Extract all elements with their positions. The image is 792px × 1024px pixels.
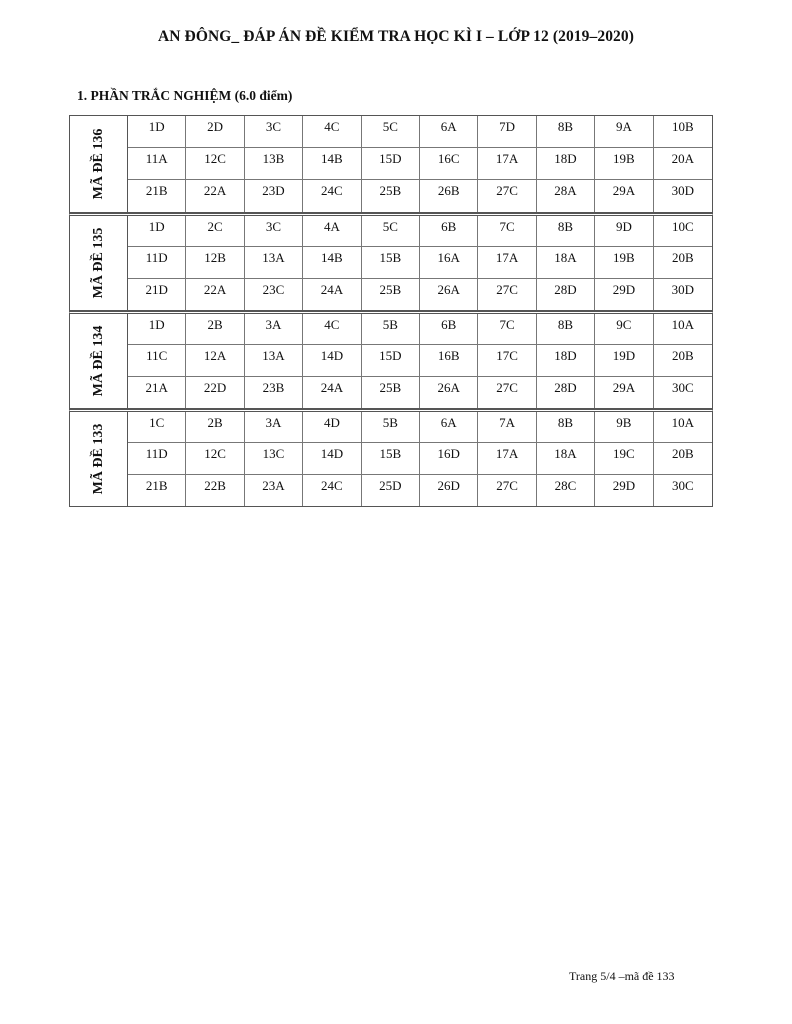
answer-cell: 22D xyxy=(186,377,244,408)
answer-cell: 1D xyxy=(128,116,186,148)
answer-cell: 16D xyxy=(420,443,478,474)
answer-cell: 9C xyxy=(595,314,653,345)
answer-cell: 28D xyxy=(537,377,595,408)
answer-cell: 2B xyxy=(186,412,244,443)
answer-cell: 23C xyxy=(245,279,303,310)
answer-cell: 11D xyxy=(128,443,186,474)
answer-cell: 26A xyxy=(420,279,478,310)
answer-cell: 16A xyxy=(420,247,478,278)
answer-cell: 24A xyxy=(303,377,361,408)
answer-cell: 3A xyxy=(245,412,303,443)
answer-cell: 2D xyxy=(186,116,244,148)
answer-cell: 14D xyxy=(303,345,361,376)
answer-cell: 14B xyxy=(303,148,361,180)
answer-cell: 11D xyxy=(128,247,186,278)
answer-cell: 3C xyxy=(245,116,303,148)
answer-cell: 18A xyxy=(537,247,595,278)
answer-grid xyxy=(128,412,712,506)
exam-code-cell xyxy=(70,412,128,506)
answer-cell: 17A xyxy=(478,148,536,180)
section-title: 1. PHẦN TRẮC NGHIỆM (6.0 điểm) xyxy=(77,88,293,103)
answer-table xyxy=(69,115,713,507)
answer-cell: 23D xyxy=(245,180,303,212)
answer-cell: 26B xyxy=(420,180,478,212)
answer-cell: 12C xyxy=(186,443,244,474)
answer-cell: 20B xyxy=(654,247,712,278)
answer-cell: 29D xyxy=(595,279,653,310)
answer-cell: 28A xyxy=(537,180,595,212)
exam-code-cell xyxy=(70,116,128,212)
exam-code-block xyxy=(69,409,713,507)
answer-cell: 18A xyxy=(537,443,595,474)
answer-cell: 17C xyxy=(478,345,536,376)
answer-cell: 8B xyxy=(537,216,595,247)
answer-cell: 17A xyxy=(478,247,536,278)
answer-cell: 28D xyxy=(537,279,595,310)
answer-grid xyxy=(128,216,712,310)
answer-cell: 10C xyxy=(654,216,712,247)
answer-cell: 12B xyxy=(186,247,244,278)
answer-cell: 27C xyxy=(478,279,536,310)
answer-cell: 21D xyxy=(128,279,186,310)
exam-code-cell xyxy=(70,314,128,408)
exam-code-label: MÃ ĐỀ 135 xyxy=(90,227,106,299)
answer-cell: 19C xyxy=(595,443,653,474)
answer-cell: 1D xyxy=(128,314,186,345)
exam-code-label: MÃ ĐỀ 136 xyxy=(90,128,106,200)
page-footer: Trang 5/4 –mã đề 133 xyxy=(569,969,675,983)
answer-cell: 10A xyxy=(654,412,712,443)
answer-cell: 12C xyxy=(186,148,244,180)
answer-cell: 30D xyxy=(671,183,694,198)
answer-cell: 13C xyxy=(245,443,303,474)
answer-cell: 19B xyxy=(595,148,653,180)
answer-cell: 3C xyxy=(245,216,303,247)
answer-cell: 6A xyxy=(420,116,478,148)
answer-cell: 24A xyxy=(303,279,361,310)
answer-cell: 30C xyxy=(671,477,694,493)
answer-cell: 7C xyxy=(478,314,536,345)
answer-cell: 25D xyxy=(362,475,420,506)
answer-cell: 27C xyxy=(478,475,536,506)
answer-cell: 5C xyxy=(362,116,420,148)
answer-cell: 27C xyxy=(478,377,536,408)
answer-cell: 5B xyxy=(362,412,420,443)
answer-cell: 28C xyxy=(537,475,595,506)
answer-cell: 4A xyxy=(303,216,361,247)
answer-cell: 5B xyxy=(362,314,420,345)
answer-cell: 10A xyxy=(654,314,712,345)
answer-cell: 14B xyxy=(303,247,361,278)
exam-code-block xyxy=(69,311,713,409)
answer-cell: 9B xyxy=(595,412,653,443)
answer-cell: 5C xyxy=(362,216,420,247)
answer-cell: 15B xyxy=(362,443,420,474)
answer-cell: 29A xyxy=(595,377,653,408)
answer-cell: 22A xyxy=(186,279,244,310)
answer-cell: 22B xyxy=(186,475,244,506)
answer-cell: 25B xyxy=(362,180,420,212)
exam-code-label: MÃ ĐỀ 133 xyxy=(90,423,106,495)
answer-cell: 19D xyxy=(595,345,653,376)
answer-cell: 4D xyxy=(303,412,361,443)
answer-cell: 8B xyxy=(537,314,595,345)
answer-cell: 14D xyxy=(303,443,361,474)
answer-grid xyxy=(128,116,712,212)
answer-cell: 24C xyxy=(303,475,361,506)
answer-cell: 21A xyxy=(128,377,186,408)
exam-code-block xyxy=(69,213,713,311)
answer-cell: 9A xyxy=(595,116,653,148)
answer-cell: 3A xyxy=(245,314,303,345)
answer-cell: 15B xyxy=(362,247,420,278)
answer-cell: 22A xyxy=(186,180,244,212)
answer-cell: 29A xyxy=(595,180,653,212)
answer-cell: 6A xyxy=(420,412,478,443)
answer-cell: 13A xyxy=(245,247,303,278)
exam-code-cell xyxy=(70,216,128,310)
answer-cell: 13B xyxy=(245,148,303,180)
answer-cell: 7D xyxy=(478,116,536,148)
answer-cell: 4C xyxy=(303,116,361,148)
answer-cell: 25B xyxy=(362,377,420,408)
answer-cell: 21B xyxy=(128,475,186,506)
answer-cell: 25B xyxy=(362,279,420,310)
answer-cell: 1D xyxy=(128,216,186,247)
answer-cell: 30D xyxy=(671,281,694,297)
answer-cell: 12A xyxy=(186,345,244,376)
answer-cell: 30C xyxy=(671,379,694,395)
answer-cell: 7C xyxy=(478,216,536,247)
answer-cell: 21B xyxy=(128,180,186,212)
answer-grid xyxy=(128,314,712,408)
answer-cell: 15D xyxy=(362,345,420,376)
answer-cell: 10B xyxy=(654,116,712,148)
answer-cell: 2B xyxy=(186,314,244,345)
answer-cell: 16C xyxy=(420,148,478,180)
answer-cell: 4C xyxy=(303,314,361,345)
answer-cell: 17A xyxy=(478,443,536,474)
answer-cell: 18D xyxy=(537,345,595,376)
answer-cell: 27C xyxy=(478,180,536,212)
answer-cell: 23A xyxy=(245,475,303,506)
exam-code-block xyxy=(69,115,713,213)
answer-cell: 26A xyxy=(420,377,478,408)
answer-cell: 2C xyxy=(186,216,244,247)
answer-cell: 11C xyxy=(128,345,186,376)
answer-cell: 8B xyxy=(537,116,595,148)
answer-cell: 8B xyxy=(537,412,595,443)
answer-cell: 7A xyxy=(478,412,536,443)
answer-cell: 9D xyxy=(595,216,653,247)
answer-cell: 24C xyxy=(303,180,361,212)
answer-cell: 26D xyxy=(420,475,478,506)
answer-cell: 15D xyxy=(362,148,420,180)
answer-cell: 20B xyxy=(654,345,712,376)
answer-cell: 16B xyxy=(420,345,478,376)
answer-cell: 23B xyxy=(245,377,303,408)
answer-cell: 29D xyxy=(595,475,653,506)
answer-cell: 20B xyxy=(654,443,712,474)
answer-cell: 20A xyxy=(654,148,712,180)
answer-cell: 18D xyxy=(537,148,595,180)
answer-cell: 1C xyxy=(128,412,186,443)
exam-code-label: MÃ ĐỀ 134 xyxy=(90,325,106,397)
answer-cell: 6B xyxy=(420,314,478,345)
answer-cell: 13A xyxy=(245,345,303,376)
answer-cell: 19B xyxy=(595,247,653,278)
answer-cell: 6B xyxy=(420,216,478,247)
document-title: AN ĐÔNG_ ĐÁP ÁN ĐỀ KIỂM TRA HỌC KÌ I – LỚP 12 (2019–2020) xyxy=(157,28,635,45)
answer-cell: 11A xyxy=(128,148,186,180)
